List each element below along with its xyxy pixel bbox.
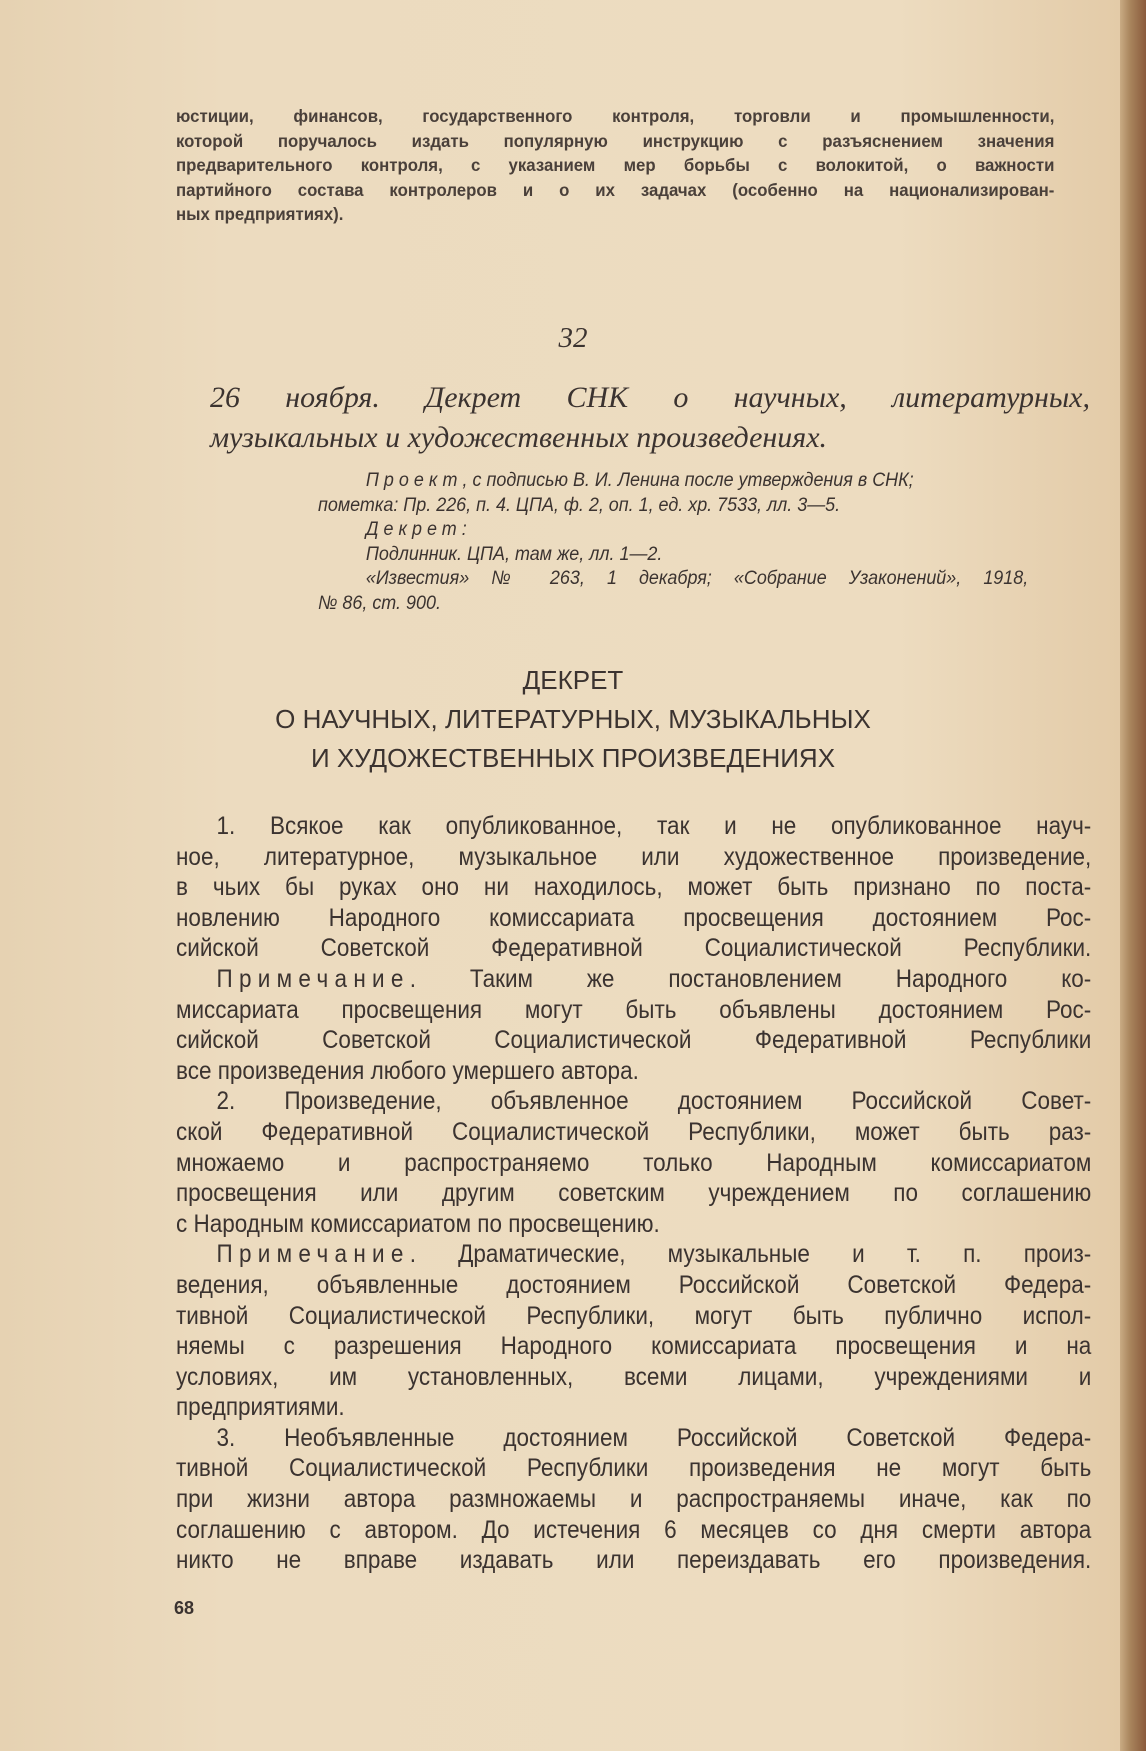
text-line (176, 1453, 1091, 1484)
line-text: сийской Советской Федеративной Социалистической Республики. (176, 934, 1092, 963)
text-line (176, 1515, 1091, 1546)
text-line (176, 1423, 1091, 1454)
line-text: : (461, 518, 467, 540)
line-text: няемы с разрешения Народного комиссариата просвещения и на (176, 1332, 1092, 1361)
line-text: ведения, объявленные достоянием Российской Советской Федера- (176, 1270, 1092, 1299)
text-line (176, 811, 1091, 842)
title-line: 26 ноября. Декрет СНК о научных, литературных, (210, 381, 1090, 414)
text-line (176, 1545, 1091, 1576)
line-text: новлению Народного комиссариата просвещения достоянием Рос- (176, 903, 1092, 932)
line-text: в чьих бы руках оно ни находилось, может быть признано по поста- (176, 873, 1092, 902)
text-line (176, 1086, 1091, 1117)
text-line (176, 1301, 1091, 1332)
line-text: тивной Социалистической Республики, могут быть публично испол- (176, 1301, 1092, 1330)
line-text: партийного состава контролеров и о их задачах (особенно на национализирован- (176, 179, 1055, 200)
text-line (176, 202, 1054, 227)
heading-line: О НАУЧНЫХ, ЛИТЕРАТУРНЫХ, МУЗЫКАЛЬНЫХ (275, 704, 871, 734)
line-text: 3. Необъявленные достоянием Российской Советской Федера- (216, 1423, 1092, 1452)
document-number: 32 (558, 322, 588, 354)
text-line (176, 1056, 1091, 1087)
line-text: 2. Произведение, объявленное достоянием Российской Совет- (216, 1087, 1092, 1116)
text-line (176, 1331, 1091, 1362)
citation-line (318, 517, 1028, 542)
text-line (176, 933, 1091, 964)
line-text: предприятиями. (176, 1393, 345, 1422)
preceding-paragraph (176, 104, 1054, 227)
text-line (176, 1392, 1091, 1423)
line-text: предварительного контроля, с указанием мер борьбы с волокитой, о важности (176, 155, 1055, 175)
decree-heading (0, 661, 1146, 778)
text-line (176, 903, 1091, 934)
text-line (176, 1148, 1091, 1179)
line-text: ных предприятиях). (176, 204, 344, 224)
text-line (176, 104, 1054, 129)
text-line (176, 995, 1091, 1026)
text-line (176, 153, 1054, 178)
text-line (176, 872, 1091, 903)
line-text: пометка: Пр. 226, п. 4. ЦПА, ф. 2, оп. 1, ед. хр. 7533, лл. 3—5. (318, 493, 841, 516)
spaced-label: Примечание (216, 1240, 410, 1269)
line-text: соглашению с автором. До истечения 6 месяцев со дня смерти автора (176, 1515, 1092, 1544)
text-line (176, 1117, 1091, 1148)
text-line (176, 1270, 1091, 1301)
line-text: условиях, им установленных, всеми лицами, учреждениями и (176, 1362, 1092, 1391)
line-text: . Драматические, музыкальные и т. п. произ- (409, 1240, 1092, 1269)
citation-line (318, 493, 1028, 518)
line-text: Подлинник. ЦПА, там же, лл. 1—2. (365, 542, 663, 565)
spaced-label: Декрет (365, 518, 462, 540)
spaced-label: Проект (365, 469, 463, 491)
line-text: сийской Советской Социалистической Федеративной Республики (176, 1026, 1092, 1055)
line-text: 1. Всякое как опубликованное, так и не опубликованное науч- (216, 812, 1092, 840)
line-text: юстиции, финансов, государственного контроля, торговли и промышленности, (176, 106, 1055, 126)
line-text: «Известия» № 263, 1 декабря; «Собрание Узаконений», 1918, (365, 567, 1029, 589)
line-text: множаемо и распространяемо только Народным комиссариатом (176, 1148, 1092, 1177)
text-line (176, 1484, 1091, 1515)
citation-line (318, 542, 1028, 567)
text-line (176, 1178, 1091, 1209)
decree-body (176, 811, 1091, 1576)
source-citation (318, 468, 1028, 615)
spaced-label: Примечание (216, 964, 410, 993)
citation-line (318, 591, 1028, 616)
line-text: никто не вправе издавать или переиздавать его произведения. (176, 1546, 1092, 1575)
line-text: просвещения или другим советским учреждением по соглашению (176, 1179, 1092, 1208)
line-text: при жизни автора размножаемы и распространяемы иначе, как по (176, 1485, 1092, 1514)
text-line (176, 964, 1091, 995)
line-text: с Народным комиссариатом по просвещению. (176, 1209, 660, 1238)
line-text: № 86, ст. 900. (318, 591, 441, 614)
line-text: которой поручалось издать популярную инструкцию с разъяснением значения (176, 130, 1055, 151)
title-line: музыкальных и художественных произведениях. (210, 421, 828, 454)
heading-line: ДЕКРЕТ (522, 665, 624, 695)
line-text: ской Федеративной Социалистической Республики, может быть раз- (176, 1117, 1092, 1146)
citation-line (318, 468, 1028, 493)
line-text: все произведения любого умершего автора. (176, 1056, 639, 1085)
line-text: , с подписью В. И. Ленина после утверждения в СНК; (462, 469, 914, 491)
page-number: 68 (174, 1598, 195, 1618)
text-line (176, 1209, 1091, 1240)
heading-line: И ХУДОЖЕСТВЕННЫХ ПРОИЗВЕДЕНИЯХ (310, 743, 836, 773)
citation-line (318, 566, 1028, 591)
book-binding-edge (1120, 0, 1146, 1751)
line-text: ное, литературное, музыкальное или художественное произведение, (176, 842, 1092, 871)
text-line (176, 178, 1054, 203)
text-line (176, 1239, 1091, 1270)
document-title (210, 378, 1090, 458)
text-line (176, 129, 1054, 154)
text-line (176, 1025, 1091, 1056)
text-line (176, 1362, 1091, 1393)
text-line (176, 842, 1091, 873)
line-text: тивной Социалистической Республики произведения не могут быть (176, 1454, 1092, 1483)
line-text: миссариата просвещения могут быть объявлены достоянием Рос- (176, 995, 1092, 1024)
line-text: . Таким же постановлением Народного ко- (409, 964, 1092, 993)
